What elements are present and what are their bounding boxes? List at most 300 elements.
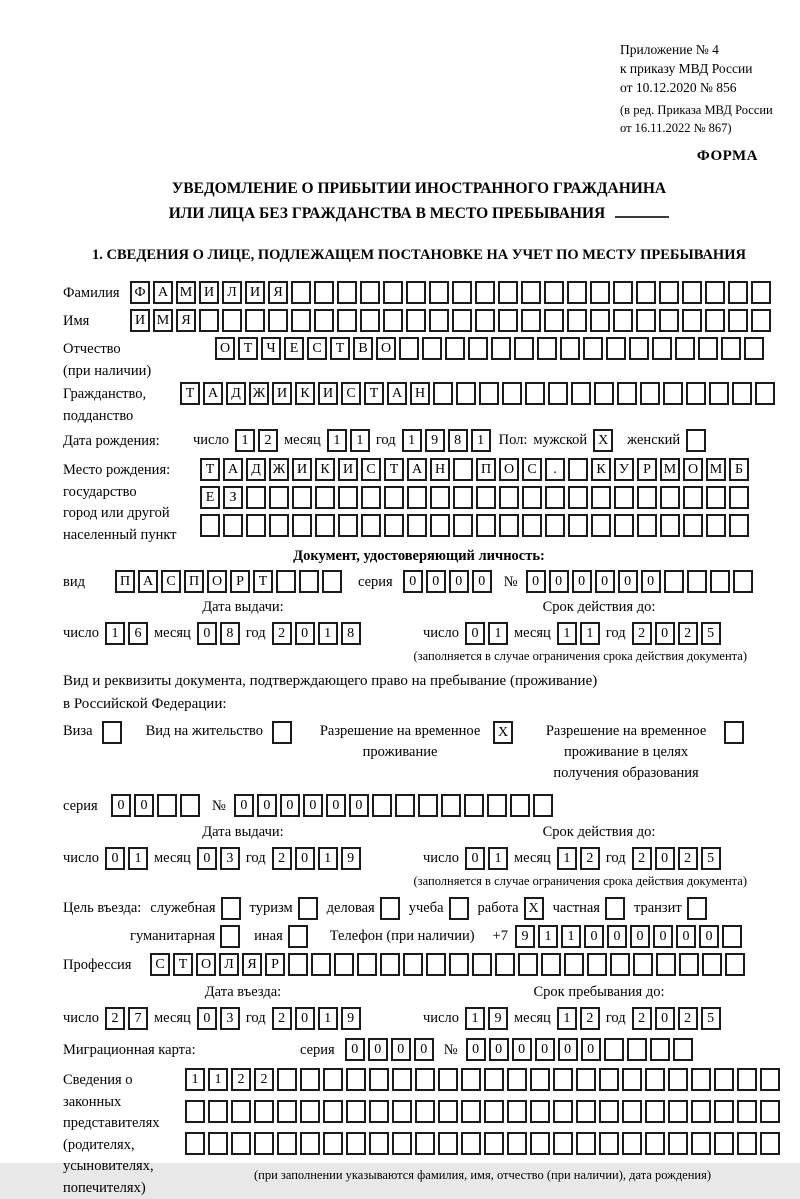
char-box: С [307, 337, 327, 360]
char-box [659, 309, 679, 332]
char-box [185, 1100, 205, 1123]
sex-male-label: мужской [533, 432, 588, 448]
purpose-business-label: служебная [150, 900, 216, 916]
char-box [291, 281, 311, 304]
birth-day-boxes [235, 429, 278, 452]
char-box: М [660, 458, 680, 481]
char-box: 2 [678, 622, 698, 645]
char-box: 2 [272, 622, 292, 645]
char-box: Т [384, 458, 404, 481]
char-box [418, 794, 438, 817]
char-box [640, 382, 660, 405]
char-box [668, 1068, 688, 1091]
char-box: 0 [295, 1007, 315, 1030]
char-box: Т [173, 953, 193, 976]
char-box: Я [176, 309, 196, 332]
char-box: 0 [489, 1038, 509, 1061]
char-box: 0 [465, 622, 485, 645]
purpose-tourism-label: туризм [249, 900, 293, 916]
series-word: серия [63, 798, 98, 814]
residence-doc-intro: Вид и реквизиты документа, подтверждающего право на пребывание (проживание) в Российской Федерации: [63, 673, 598, 712]
char-box [568, 458, 588, 481]
char-box [576, 1132, 596, 1155]
temp-permit-label: Разрешение на временное проживание [319, 723, 481, 760]
number-word: № [212, 798, 226, 814]
char-box [453, 486, 473, 509]
char-box [553, 1068, 573, 1091]
char-box: Н [410, 382, 430, 405]
char-box [737, 1132, 757, 1155]
char-box [544, 309, 564, 332]
residence-doc-options [63, 721, 775, 784]
char-box: 1 [465, 1007, 485, 1030]
year-word: год [605, 850, 626, 866]
char-box [744, 337, 764, 360]
char-box: 0 [549, 570, 569, 593]
char-box [514, 337, 534, 360]
char-box: И [292, 458, 312, 481]
char-box [429, 281, 449, 304]
char-box: 0 [403, 570, 423, 593]
representatives-block [63, 1068, 775, 1199]
char-box: 0 [345, 1038, 365, 1061]
char-box [323, 1068, 343, 1091]
char-box [300, 1100, 320, 1123]
stay-day-boxes [465, 1007, 508, 1030]
char-box: Ж [249, 382, 269, 405]
char-box: 0 [326, 794, 346, 817]
char-box [702, 953, 722, 976]
char-box: 0 [134, 794, 154, 817]
doc-series-boxes [403, 570, 492, 593]
char-box [338, 486, 358, 509]
valid-until-header: Срок действия до: [542, 599, 656, 615]
char-box [617, 382, 637, 405]
char-box [679, 953, 699, 976]
title-underline [615, 203, 669, 218]
char-box [751, 281, 771, 304]
purpose-row [63, 897, 775, 920]
char-box: П [476, 458, 496, 481]
entry-dates [63, 1007, 775, 1030]
year-word: год [245, 625, 266, 641]
char-box: 0 [391, 1038, 411, 1061]
char-box: П [184, 570, 204, 593]
residence-issue-year-boxes [272, 847, 361, 870]
char-box: 1 [318, 847, 338, 870]
char-box: 7 [128, 1007, 148, 1030]
char-box: 1 [185, 1068, 205, 1091]
char-box [361, 486, 381, 509]
char-box [406, 309, 426, 332]
char-box: Н [430, 458, 450, 481]
char-box [422, 337, 442, 360]
char-box: 1 [471, 429, 491, 452]
char-box [357, 953, 377, 976]
char-box: 0 [581, 1038, 601, 1061]
char-box [760, 1068, 780, 1091]
appendix-line: к приказу МВД России [620, 61, 753, 76]
day-word: число [423, 1010, 459, 1026]
option-temp-permit [316, 721, 513, 763]
char-box [277, 1132, 297, 1155]
char-box [507, 1068, 527, 1091]
purpose-business-checkbox [221, 897, 241, 920]
char-box: Я [242, 953, 262, 976]
char-box: 0 [449, 570, 469, 593]
char-box: 5 [701, 1007, 721, 1030]
phone-label: Телефон (при наличии) [329, 928, 475, 944]
char-box [645, 1068, 665, 1091]
char-box: 0 [234, 794, 254, 817]
char-box: 2 [632, 847, 652, 870]
patronymic-label: Отчество (при наличии) [63, 341, 152, 379]
char-box [314, 281, 334, 304]
form-label: ФОРМА [696, 148, 758, 164]
residence-valid-month-boxes [557, 847, 600, 870]
entry-month-boxes [197, 1007, 240, 1030]
char-box [567, 281, 587, 304]
char-box: О [196, 953, 216, 976]
char-box: З [223, 486, 243, 509]
char-box [656, 953, 676, 976]
char-box [590, 281, 610, 304]
char-box [452, 309, 472, 332]
char-box [533, 794, 553, 817]
char-box [475, 309, 495, 332]
char-box: 9 [515, 925, 535, 948]
char-box: 1 [350, 429, 370, 452]
citizenship-label: Гражданство, подданство [63, 386, 147, 424]
char-box: Ф [130, 281, 150, 304]
char-box: 0 [197, 622, 217, 645]
char-box [383, 309, 403, 332]
char-box [637, 486, 657, 509]
doc-issue-year-boxes [272, 622, 361, 645]
migration-number-boxes [466, 1038, 693, 1061]
appendix-subline: от 16.11.2022 № 867) [620, 120, 732, 135]
char-box: Т [330, 337, 350, 360]
char-box: О [376, 337, 396, 360]
char-box: С [361, 458, 381, 481]
char-box [683, 486, 703, 509]
entry-day-boxes [105, 1007, 148, 1030]
char-box: 0 [466, 1038, 486, 1061]
valid-until-header: Срок действия до: [542, 824, 656, 840]
char-box [633, 953, 653, 976]
month-word: месяц [153, 625, 191, 641]
char-box [553, 1100, 573, 1123]
char-box [691, 1132, 711, 1155]
char-box [705, 281, 725, 304]
char-box [521, 309, 541, 332]
char-box: Ч [261, 337, 281, 360]
char-box [729, 486, 749, 509]
char-box [507, 1132, 527, 1155]
char-box [530, 1132, 550, 1155]
char-box [499, 514, 519, 537]
purpose-commercial-checkbox [380, 897, 400, 920]
representatives-boxes-2 [185, 1100, 780, 1123]
char-box [430, 486, 450, 509]
char-box [461, 1068, 481, 1091]
char-box [622, 1132, 642, 1155]
char-box [614, 486, 634, 509]
char-box [292, 514, 312, 537]
char-box [629, 337, 649, 360]
char-box [682, 281, 702, 304]
char-box: Д [226, 382, 246, 405]
birth-date-label: Дата рождения: [63, 433, 160, 449]
char-box: 1 [557, 622, 577, 645]
phone-boxes [515, 925, 742, 948]
char-box [438, 1100, 458, 1123]
char-box [277, 1100, 297, 1123]
year-word: год [245, 850, 266, 866]
char-box [571, 382, 591, 405]
doc-valid-month-boxes [557, 622, 600, 645]
stay-until-header: Срок пребывания до: [533, 984, 665, 1000]
char-box [392, 1068, 412, 1091]
char-box: 0 [105, 847, 125, 870]
migration-card-label: Миграционная карта: [63, 1042, 196, 1058]
char-box: К [295, 382, 315, 405]
char-box: 0 [641, 570, 661, 593]
char-box [590, 309, 610, 332]
char-box: А [387, 382, 407, 405]
char-box [668, 1100, 688, 1123]
char-box [599, 1100, 619, 1123]
char-box [426, 953, 446, 976]
char-box: 1 [557, 847, 577, 870]
char-box: И [272, 382, 292, 405]
surname-boxes [130, 281, 771, 304]
char-box: 2 [632, 622, 652, 645]
name-boxes [130, 309, 771, 332]
year-word: год [245, 1010, 266, 1026]
char-box [613, 281, 633, 304]
appendix-line: от 10.12.2020 № 856 [620, 80, 737, 95]
phone-prefix: +7 [492, 928, 508, 944]
char-box [705, 309, 725, 332]
char-box [714, 1100, 734, 1123]
doc-valid-day-boxes [465, 622, 508, 645]
char-box [591, 514, 611, 537]
char-box [682, 309, 702, 332]
day-word: число [63, 850, 99, 866]
char-box [544, 281, 564, 304]
char-box [399, 337, 419, 360]
char-box [737, 1100, 757, 1123]
char-box [675, 337, 695, 360]
char-box [495, 953, 515, 976]
char-box: 3 [220, 847, 240, 870]
char-box [288, 953, 308, 976]
char-box: 1 [561, 925, 581, 948]
visa-label: Виза [63, 723, 93, 739]
char-box [406, 281, 426, 304]
page-title [63, 176, 775, 226]
char-box [180, 794, 200, 817]
char-box [491, 337, 511, 360]
purpose-work-label: работа [477, 900, 519, 916]
char-box [461, 1132, 481, 1155]
char-box [415, 1132, 435, 1155]
char-box: В [353, 337, 373, 360]
char-box [660, 486, 680, 509]
identity-doc-date-headers [63, 599, 775, 619]
char-box: А [223, 458, 243, 481]
char-box [760, 1132, 780, 1155]
char-box: 2 [678, 1007, 698, 1030]
char-box [392, 1100, 412, 1123]
char-box [223, 514, 243, 537]
char-box [568, 486, 588, 509]
title-line-1: УВЕДОМЛЕНИЕ О ПРИБЫТИИ ИНОСТРАННОГО ГРАЖДАНИНА [171, 180, 667, 197]
char-box [613, 309, 633, 332]
residence-number-boxes [234, 794, 553, 817]
purpose-commercial-label: деловая [326, 900, 375, 916]
residence-issue-day-boxes [105, 847, 148, 870]
char-box [337, 281, 357, 304]
char-box [710, 570, 730, 593]
month-word: месяц [153, 1010, 191, 1026]
char-box [254, 1100, 274, 1123]
char-box: А [138, 570, 158, 593]
char-box: 2 [580, 847, 600, 870]
char-box [728, 309, 748, 332]
char-box: И [199, 281, 219, 304]
char-box [599, 1132, 619, 1155]
char-box: 0 [653, 925, 673, 948]
title-line-2: ИЛИ ЛИЦА БЕЗ ГРАЖДАНСТВА В МЕСТО ПРЕБЫВАНИЯ [63, 201, 775, 226]
name-row [63, 309, 775, 332]
number-word: № [503, 574, 518, 590]
char-box [587, 953, 607, 976]
char-box: 0 [111, 794, 131, 817]
char-box [407, 486, 427, 509]
char-box [254, 1132, 274, 1155]
month-word: месяц [513, 1010, 551, 1026]
char-box [323, 1132, 343, 1155]
char-box: 0 [512, 1038, 532, 1061]
char-box [369, 1068, 389, 1091]
char-box [576, 1068, 596, 1091]
identity-doc-note: (заполняется в случае ограничения срока действия документа) [413, 649, 747, 663]
char-box: 5 [701, 622, 721, 645]
birth-place-boxes-1 [200, 458, 749, 481]
char-box [445, 337, 465, 360]
purpose-study-checkbox [449, 897, 469, 920]
section-1-heading: 1. СВЕДЕНИЯ О ЛИЦЕ, ПОДЛЕЖАЩЕМ ПОСТАНОВКЕ НА УЧЕТ ПО МЕСТУ ПРЕБЫВАНИЯ [92, 247, 746, 263]
char-box [245, 309, 265, 332]
char-box [553, 1132, 573, 1155]
char-box [276, 570, 296, 593]
day-word: число [63, 625, 99, 641]
char-box [292, 486, 312, 509]
char-box: 0 [472, 570, 492, 593]
representatives-label: Сведения о законных представителях (родителях, усыновителях, попечителях) [63, 1072, 160, 1196]
birth-date-row [63, 429, 775, 452]
char-box [269, 514, 289, 537]
identity-doc-heading: Документ, удостоверяющий личность: [293, 548, 545, 564]
month-word: месяц [513, 625, 551, 641]
char-box: Т [238, 337, 258, 360]
identity-doc-row [63, 570, 775, 593]
visa-checkbox [102, 721, 122, 744]
char-box: 1 [327, 429, 347, 452]
char-box [361, 514, 381, 537]
char-box: Я [268, 281, 288, 304]
char-box: 5 [701, 847, 721, 870]
appendix-subline: (в ред. Приказа МВД России [620, 103, 773, 117]
entry-year-boxes [272, 1007, 361, 1030]
char-box [464, 794, 484, 817]
char-box: И [130, 309, 150, 332]
char-box [231, 1100, 251, 1123]
char-box [461, 1100, 481, 1123]
char-box [429, 309, 449, 332]
char-box [246, 486, 266, 509]
year-word: год [375, 432, 396, 448]
char-box [430, 514, 450, 537]
char-box [636, 309, 656, 332]
stay-month-boxes [557, 1007, 600, 1030]
temp-permit-checkbox: X [493, 721, 513, 744]
char-box: Р [265, 953, 285, 976]
purpose-transit-label: транзит [633, 900, 682, 916]
char-box [599, 1068, 619, 1091]
option-edu-permit [537, 721, 744, 784]
birth-year-boxes [402, 429, 491, 452]
char-box: Е [200, 486, 220, 509]
char-box [314, 309, 334, 332]
char-box [277, 1068, 297, 1091]
char-box: 9 [341, 847, 361, 870]
char-box [484, 1100, 504, 1123]
purpose-row-2 [63, 925, 775, 948]
residence-permit-label: Вид на жительство [145, 723, 264, 739]
char-box: 0 [572, 570, 592, 593]
char-box [185, 1132, 205, 1155]
month-word: месяц [153, 850, 191, 866]
char-box [567, 309, 587, 332]
char-box [300, 1132, 320, 1155]
char-box: Ж [269, 458, 289, 481]
char-box [372, 794, 392, 817]
char-box: Т [253, 570, 273, 593]
char-box: 0 [699, 925, 719, 948]
residence-valid-year-boxes [632, 847, 721, 870]
purpose-private-label: частная [552, 900, 600, 916]
char-box [456, 382, 476, 405]
char-box: . [545, 458, 565, 481]
char-box [664, 570, 684, 593]
char-box [231, 1132, 251, 1155]
doc-type-boxes [115, 570, 342, 593]
char-box [722, 925, 742, 948]
month-word: месяц [513, 850, 551, 866]
char-box: 9 [425, 429, 445, 452]
purpose-humanitarian-label: гуманитарная [130, 928, 216, 944]
purpose-humanitarian-checkbox [220, 925, 240, 948]
char-box: 1 [318, 1007, 338, 1030]
char-box [691, 1100, 711, 1123]
number-word: № [443, 1042, 458, 1058]
char-box [530, 1068, 550, 1091]
char-box [668, 1132, 688, 1155]
option-residence-permit [146, 721, 292, 744]
